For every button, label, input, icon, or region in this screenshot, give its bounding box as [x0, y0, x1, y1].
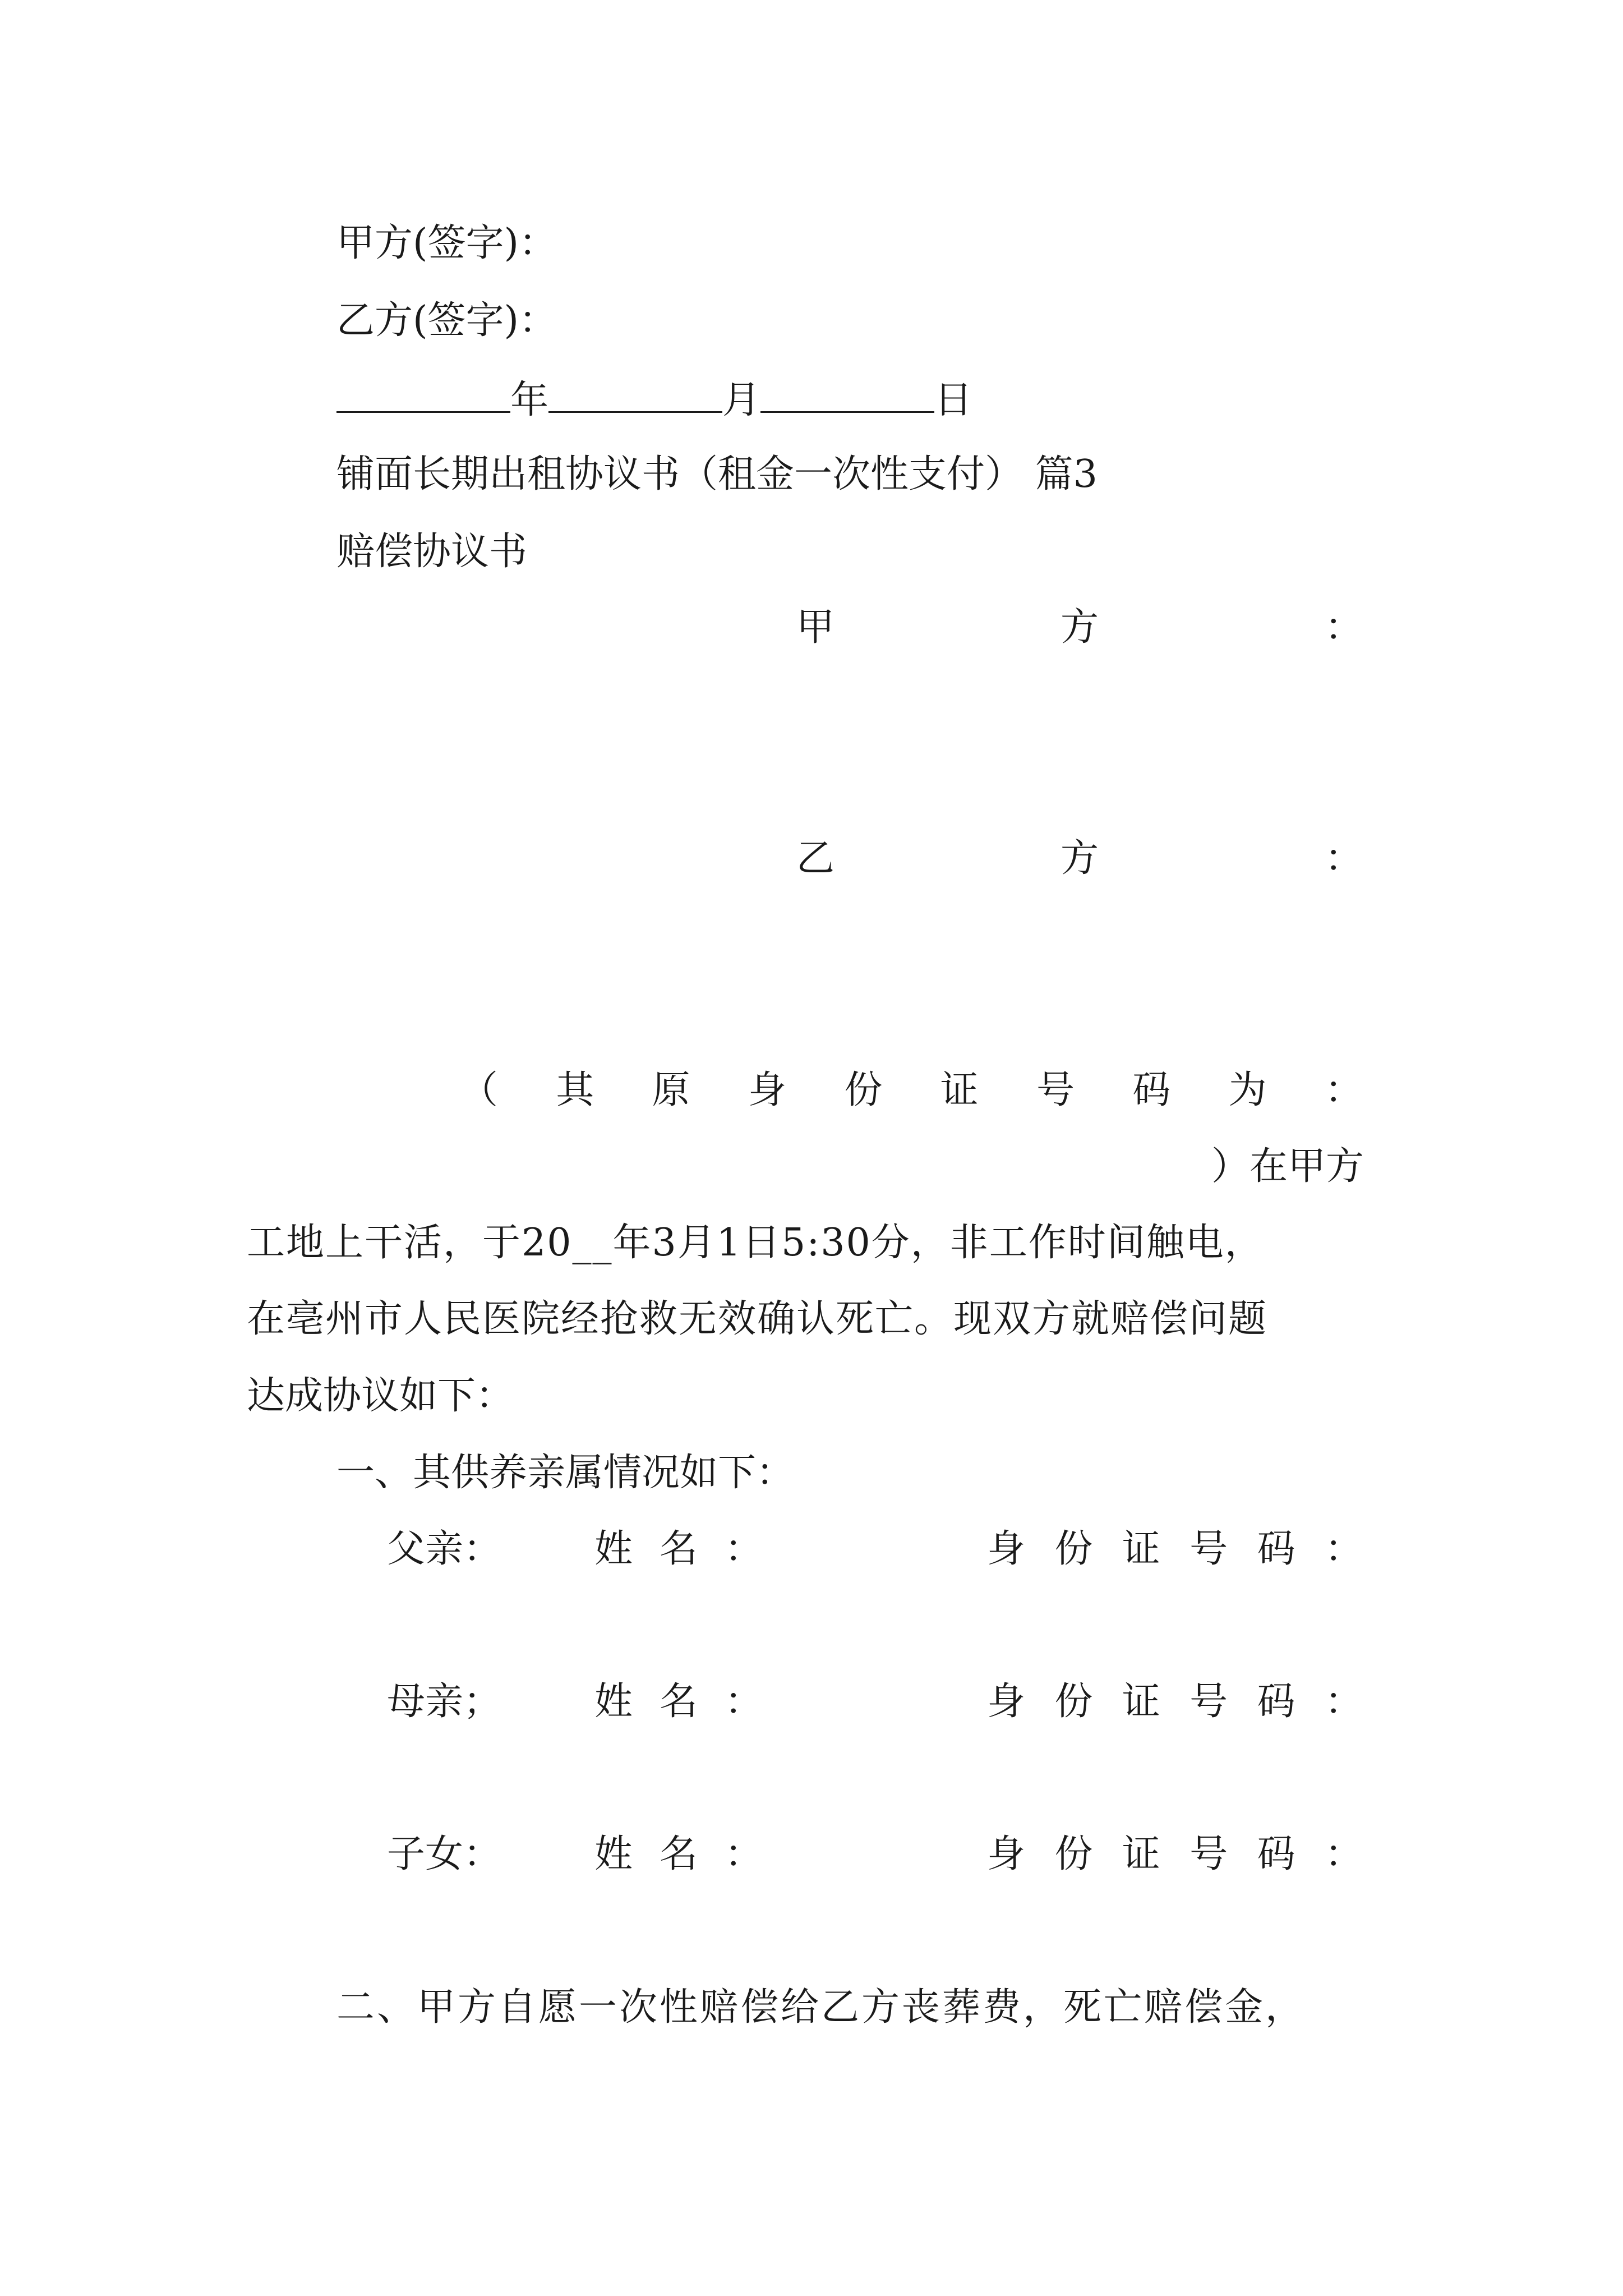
relation-label — [387, 1527, 502, 1571]
id-char: 号 — [1189, 1680, 1228, 1724]
id-line-char: ： — [1324, 1068, 1363, 1112]
id-line-char: 份 — [844, 1068, 883, 1112]
id-char: 证 — [1122, 1680, 1160, 1724]
name-label — [594, 1832, 763, 1876]
id-line-char: 码 — [1132, 1068, 1171, 1112]
party-a-char: 方 — [1060, 605, 1099, 650]
party-a-label — [796, 605, 1363, 650]
id-char: 份 — [1054, 1527, 1093, 1571]
id-line-char: 身 — [748, 1068, 786, 1112]
id-label — [987, 1832, 1363, 1876]
relation-char: 女 — [425, 1832, 464, 1876]
name-char: ： — [724, 1680, 763, 1724]
name-char: 名 — [659, 1680, 698, 1724]
id-char: 号 — [1189, 1832, 1228, 1876]
name-label — [594, 1527, 763, 1571]
id-char: 码 — [1257, 1680, 1295, 1724]
relation-char: 亲 — [425, 1680, 464, 1724]
party-b-char: 乙 — [796, 836, 835, 881]
relation-char: 子 — [387, 1832, 426, 1876]
id-char: 证 — [1122, 1527, 1160, 1571]
party-a-colon: ： — [1324, 605, 1363, 650]
id-char: ： — [1324, 1832, 1363, 1876]
id-char: 码 — [1257, 1527, 1295, 1571]
year-label: 年 — [510, 378, 549, 422]
name-char: 名 — [659, 1527, 698, 1571]
party-b-char: 方 — [1060, 836, 1099, 881]
name-char: ： — [724, 1527, 763, 1571]
name-label — [594, 1680, 763, 1724]
id-char: 身 — [987, 1527, 1026, 1571]
id-line-char: 为 — [1228, 1068, 1267, 1112]
id-char: ： — [1324, 1680, 1363, 1724]
id-line-char: （ — [460, 1068, 499, 1112]
paragraph-line: 达成协议如下： — [247, 1374, 514, 1418]
name-char: 姓 — [594, 1832, 633, 1876]
id-number-line — [460, 1068, 1363, 1112]
name-char: ： — [724, 1832, 763, 1876]
section-two: 二、甲方自愿一次性赔偿给乙方丧葬费，死亡赔偿金， — [336, 1985, 1306, 2030]
id-char: 身 — [987, 1832, 1026, 1876]
name-char: 姓 — [594, 1527, 633, 1571]
relation-char: ； — [463, 1680, 502, 1724]
section-one: 一、其供养亲属情况如下： — [336, 1451, 795, 1495]
party-b-label — [796, 836, 1363, 881]
relation-char: 父 — [387, 1527, 426, 1571]
id-char: ： — [1324, 1527, 1363, 1571]
month-blank — [548, 379, 722, 413]
id-char: 码 — [1257, 1832, 1295, 1876]
day-label: 日 — [934, 378, 973, 422]
relation-char: ： — [463, 1527, 502, 1571]
id-line-end: ）在甲方 — [1211, 1144, 1364, 1189]
id-char: 份 — [1054, 1832, 1093, 1876]
month-label: 月 — [722, 378, 761, 422]
party-b-colon: ： — [1324, 836, 1363, 881]
party-a-signature: 甲方(签字)： — [336, 221, 557, 265]
name-char: 姓 — [594, 1680, 633, 1724]
document-title: 赔偿协议书 — [336, 530, 528, 574]
section-heading: 铺面长期出租协议书（租金一次性支付） 篇3 — [336, 452, 1098, 496]
paragraph-line: 工地上干活，于20__年3月1日5:30分，非工作时间触电， — [247, 1221, 1264, 1265]
id-label — [987, 1527, 1363, 1571]
party-a-char: 甲 — [796, 605, 835, 650]
year-blank — [336, 379, 510, 413]
relation-label — [387, 1680, 502, 1724]
id-char: 份 — [1054, 1680, 1093, 1724]
id-line-char: 号 — [1036, 1068, 1075, 1112]
id-line-char: 其 — [556, 1068, 594, 1112]
id-char: 号 — [1189, 1527, 1228, 1571]
relation-char: ： — [463, 1832, 502, 1876]
relation-char: 亲 — [425, 1527, 464, 1571]
name-char: 名 — [659, 1832, 698, 1876]
date-line — [336, 379, 972, 420]
id-line-char: 原 — [652, 1068, 690, 1112]
party-b-signature: 乙方(签字)： — [336, 298, 557, 343]
paragraph-line: 在亳州市人民医院经抢救无效确认死亡。现双方就赔偿问题 — [247, 1297, 1268, 1341]
id-char: 证 — [1122, 1832, 1160, 1876]
relation-char: 母 — [387, 1680, 426, 1724]
id-label — [987, 1680, 1363, 1724]
relation-label — [387, 1832, 502, 1876]
id-char: 身 — [987, 1680, 1026, 1724]
day-blank — [760, 379, 934, 413]
id-line-char: 证 — [940, 1068, 979, 1112]
